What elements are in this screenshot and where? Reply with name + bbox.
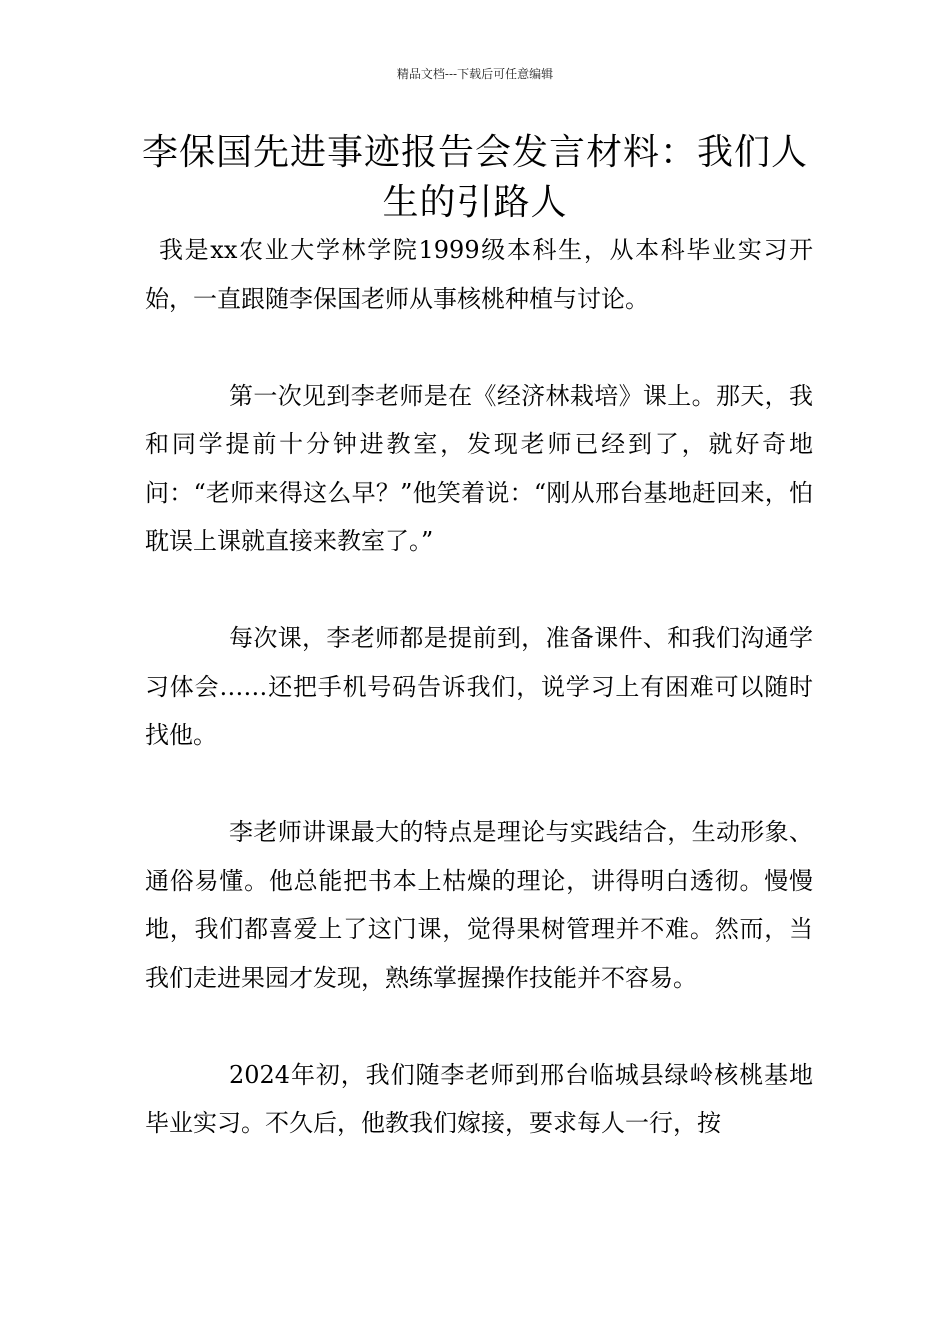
paragraph-5: 2024年初，我们随李老师到邢台临城县绿岭核桃基地毕业实习。不久后，他教我们嫁接，要求每人一行，按 <box>145 1060 813 1137</box>
paragraph-2: 第一次见到李老师是在《经济林栽培》课上。那天，我和同学提前十分钟进教室，发现老师已经到了，就好奇地问：“老师来得这么早？”他笑着说：“刚从邢台基地赶回来，怕耽误上课就直接来教室了。” <box>145 381 813 555</box>
header-note: 精品文档---下载后可任意编辑 <box>396 67 554 81</box>
document-title: 李保国先进事迹报告会发言材料：我们人生的引路人 <box>141 132 808 223</box>
paragraph-4: 李老师讲课最大的特点是理论与实践结合，生动形象、通俗易懂。他总能把书本上枯燥的理论，讲得明白透彻。慢慢地，我们都喜爱上了这门课，觉得果树管理并不难。然而，当我们走进果园才发现，熟练掌握操作技能并不容易。 <box>145 818 813 992</box>
paragraph-1: 我是xx农业大学林学院1999级本科生，从本科毕业实习开始，一直跟随李保国老师从事核桃种植与讨论。 <box>145 236 813 313</box>
document-body <box>145 226 813 1196</box>
paragraph-3: 每次课，李老师都是提前到，准备课件、和我们沟通学习体会……还把手机号码告诉我们，说学习上有困难可以随时找他。 <box>145 624 813 749</box>
